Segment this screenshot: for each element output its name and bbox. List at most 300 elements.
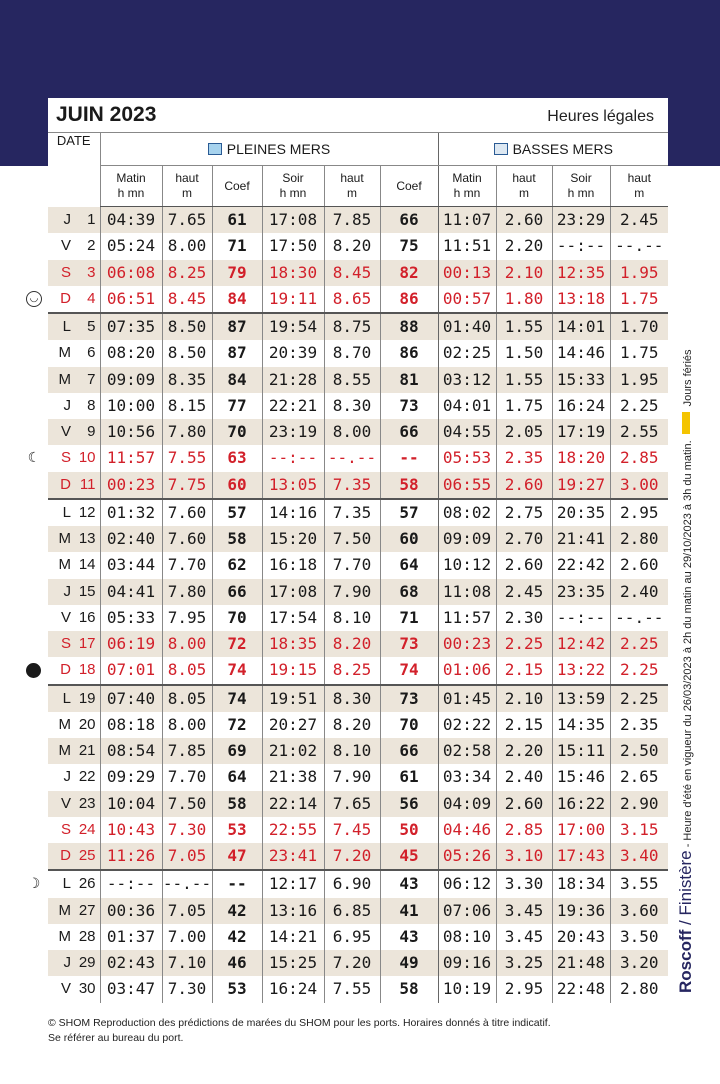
day-number: 18 (78, 661, 96, 679)
pm-evening-time: 12:17 (262, 870, 324, 897)
day-number: 29 (74, 950, 100, 976)
pm-morning-coef: 66 (212, 579, 262, 605)
table-row (48, 445, 668, 471)
pm-evening-coef: 75 (380, 233, 438, 259)
weekday: S (60, 820, 71, 838)
day-number: 17 (74, 631, 100, 657)
pm-evening-coef: 73 (380, 685, 438, 712)
legal-time-label: Heures légales (547, 108, 654, 125)
weekday: V (48, 791, 74, 817)
bm-evening-height: 3.55 (610, 870, 668, 897)
pm-morning-height: 7.70 (162, 552, 212, 578)
pm-morning-time: 06:19 (100, 631, 162, 657)
pm-evening-height: 6.85 (324, 898, 380, 924)
bm-evening-time: 15:11 (552, 738, 610, 764)
bm-morning-height: 3.45 (496, 924, 552, 950)
bm-morning-height: 3.45 (496, 898, 552, 924)
bm-evening-time: 18:20 (552, 445, 610, 471)
pm-morning-time: 11:26 (100, 843, 162, 870)
footer-note (48, 1016, 688, 1046)
pm-evening-coef: 50 (380, 817, 438, 843)
pm-evening-time: 14:21 (262, 924, 324, 950)
bm-morning-height: 2.85 (496, 817, 552, 843)
bm-evening-height: 2.95 (610, 499, 668, 526)
bm-evening-height: 2.25 (610, 631, 668, 657)
summer-time-note: - Heure d'été en vigueur du 26/03/2023 à 2h du matin au 29/10/2023 à 3h du matin. (682, 440, 694, 851)
bm-morning-height: 2.60 (496, 791, 552, 817)
bm-morning-height: 2.20 (496, 738, 552, 764)
pm-evening-time: 13:05 (262, 472, 324, 499)
bm-morning-height: 2.60 (496, 207, 552, 234)
pm-evening-time: 23:19 (262, 419, 324, 445)
weekday: S (48, 631, 74, 657)
pm-evening-height: 8.70 (324, 340, 380, 366)
day-number: 25 (74, 843, 100, 870)
pm-morning-time: 06:08 (100, 260, 162, 286)
pm-morning-height: 8.00 (162, 631, 212, 657)
table-row (48, 976, 668, 1002)
pm-morning-height: 7.50 (162, 791, 212, 817)
pm-evening-height: 8.30 (324, 685, 380, 712)
col-pm-soir: Soir h mn (262, 166, 324, 207)
bm-morning-height: 2.35 (496, 445, 552, 471)
bm-morning-time: 09:09 (438, 526, 496, 552)
bm-morning-time: 06:55 (438, 472, 496, 499)
weekday: J (48, 579, 74, 605)
table-row (48, 631, 668, 657)
bm-evening-time: 12:42 (552, 631, 610, 657)
day-number: 14 (78, 556, 96, 574)
table-row (48, 605, 668, 631)
day-number: 12 (74, 499, 100, 526)
table-row (48, 233, 668, 259)
day-number: 11 (74, 472, 100, 499)
bm-morning-height: 2.25 (496, 631, 552, 657)
bm-morning-time: 05:26 (438, 843, 496, 870)
bm-evening-time: 12:35 (552, 260, 610, 286)
department-name: Finistère (676, 850, 695, 916)
pm-morning-height: 8.05 (162, 685, 212, 712)
pm-morning-coef: 53 (212, 817, 262, 843)
pm-morning-time: 08:18 (100, 712, 162, 738)
pm-evening-coef: 43 (380, 870, 438, 897)
table-row (48, 657, 668, 684)
pm-morning-time: 06:51 (100, 286, 162, 313)
pm-evening-time: 19:51 (262, 685, 324, 712)
pm-morning-height: 7.70 (162, 764, 212, 790)
pm-morning-coef: 58 (212, 791, 262, 817)
table-row (48, 738, 668, 764)
table-row (48, 870, 668, 897)
bm-morning-height: 2.60 (496, 472, 552, 499)
pm-morning-height: 8.50 (162, 313, 212, 340)
pm-evening-time: 17:54 (262, 605, 324, 631)
pm-morning-coef: 42 (212, 898, 262, 924)
pm-evening-time: 19:15 (262, 657, 324, 684)
pm-morning-coef: 53 (212, 976, 262, 1002)
weekday: L (48, 313, 74, 340)
bm-evening-height: 2.25 (610, 393, 668, 419)
bm-evening-height: 2.80 (610, 526, 668, 552)
weekday: S (60, 449, 71, 467)
footer-line-1: © SHOM Reproduction des prédictions de marées du SHOM pour les ports. Horaires donnés à titre indicatif. (48, 1017, 551, 1029)
bm-evening-height: 2.60 (610, 552, 668, 578)
pm-morning-coef: 61 (212, 207, 262, 234)
pm-evening-height: 7.70 (324, 552, 380, 578)
bm-morning-time: 00:13 (438, 260, 496, 286)
bm-evening-time: --:-- (552, 605, 610, 631)
weekday: D (60, 289, 71, 307)
table-row (48, 579, 668, 605)
pm-evening-time: 21:38 (262, 764, 324, 790)
col-pm-matin: Matin h mn (100, 166, 162, 207)
bm-morning-height: 2.95 (496, 976, 552, 1002)
date-header: DATE (56, 133, 91, 148)
bm-morning-time: 03:34 (438, 764, 496, 790)
bm-morning-time: 03:12 (438, 367, 496, 393)
day-number: 19 (74, 685, 100, 712)
bm-morning-height: 2.15 (496, 712, 552, 738)
pm-morning-height: 8.50 (162, 340, 212, 366)
pm-morning-height: 7.30 (162, 976, 212, 1002)
pm-evening-coef: 86 (380, 286, 438, 313)
bm-evening-time: 14:35 (552, 712, 610, 738)
pm-morning-coef: 84 (212, 286, 262, 313)
pm-morning-height: --.-- (162, 870, 212, 897)
bm-evening-time: 19:36 (552, 898, 610, 924)
bm-morning-height: 2.05 (496, 419, 552, 445)
table-row (48, 367, 668, 393)
table-row (48, 472, 668, 499)
pm-evening-coef: 60 (380, 526, 438, 552)
weekday: D (48, 843, 74, 870)
table-row (48, 313, 668, 340)
pm-morning-height: 7.60 (162, 499, 212, 526)
bm-evening-time: 23:29 (552, 207, 610, 234)
table-row (48, 950, 668, 976)
bm-evening-time: 16:24 (552, 393, 610, 419)
table-row (48, 791, 668, 817)
weekday: V (60, 237, 71, 255)
pm-evening-time: 22:14 (262, 791, 324, 817)
pm-evening-height: 7.55 (324, 976, 380, 1002)
weekday: J (63, 768, 71, 786)
bm-evening-time: 17:19 (552, 419, 610, 445)
weekday: D (48, 472, 74, 499)
table-row (48, 260, 668, 286)
table-row (48, 924, 668, 950)
table-row (48, 552, 668, 578)
bm-evening-height: --.-- (610, 233, 668, 259)
pm-evening-height: 8.75 (324, 313, 380, 340)
bm-morning-height: 1.50 (496, 340, 552, 366)
bm-morning-time: 00:23 (438, 631, 496, 657)
pm-evening-height: 6.95 (324, 924, 380, 950)
pm-morning-height: 7.05 (162, 898, 212, 924)
pm-evening-time: 20:39 (262, 340, 324, 366)
bm-morning-height: 3.10 (496, 843, 552, 870)
pm-morning-time: 07:01 (100, 657, 162, 684)
bm-evening-time: 17:43 (552, 843, 610, 870)
pm-evening-time: 15:20 (262, 526, 324, 552)
bm-morning-height: 2.30 (496, 605, 552, 631)
bm-morning-time: 11:08 (438, 579, 496, 605)
pm-morning-time: --:-- (100, 870, 162, 897)
bm-morning-time: 05:53 (438, 445, 496, 471)
pm-evening-coef: -- (380, 445, 438, 471)
weekday: M (58, 556, 71, 574)
pm-evening-coef: 82 (380, 260, 438, 286)
pm-morning-coef: 57 (212, 499, 262, 526)
pm-evening-height: 8.30 (324, 393, 380, 419)
day-number: 20 (78, 715, 96, 733)
pm-evening-height: 7.35 (324, 472, 380, 499)
bm-evening-height: 2.50 (610, 738, 668, 764)
pm-morning-time: 02:40 (100, 526, 162, 552)
pm-evening-coef: 73 (380, 393, 438, 419)
bm-evening-height: 3.00 (610, 472, 668, 499)
bm-evening-time: 14:01 (552, 313, 610, 340)
bm-morning-time: 10:19 (438, 976, 496, 1002)
weekday: M (58, 344, 71, 362)
bm-morning-time: 00:57 (438, 286, 496, 313)
day-number: 7 (74, 367, 100, 393)
col-bm-soir-haut: haut m (610, 166, 668, 207)
weekday: L (48, 870, 74, 897)
bm-morning-time: 02:22 (438, 712, 496, 738)
day-number: 10 (78, 449, 96, 467)
day-number: 28 (78, 927, 96, 945)
pm-evening-height: 7.90 (324, 764, 380, 790)
bm-evening-height: 2.25 (610, 657, 668, 684)
pm-evening-time: 21:28 (262, 367, 324, 393)
weekday: V (60, 980, 71, 998)
pm-morning-height: 8.35 (162, 367, 212, 393)
pm-morning-coef: 58 (212, 526, 262, 552)
weekday: D (60, 661, 71, 679)
weekday: V (60, 608, 71, 626)
table-row (48, 340, 668, 366)
full-moon-icon: ◡ (26, 291, 42, 307)
pm-evening-coef: 64 (380, 552, 438, 578)
pm-morning-height: 7.00 (162, 924, 212, 950)
pm-evening-coef: 74 (380, 657, 438, 684)
pm-evening-height: --.-- (324, 445, 380, 471)
pm-evening-time: 21:02 (262, 738, 324, 764)
pm-evening-height: 8.20 (324, 631, 380, 657)
pm-evening-time: 23:41 (262, 843, 324, 870)
holiday-marker-icon (682, 412, 690, 434)
table-row (48, 419, 668, 445)
pm-evening-coef: 86 (380, 340, 438, 366)
pm-evening-height: 8.20 (324, 712, 380, 738)
day-number: 2 (87, 237, 96, 255)
pm-evening-coef: 66 (380, 207, 438, 234)
pm-morning-height: 7.95 (162, 605, 212, 631)
table-row (48, 712, 668, 738)
bm-evening-height: 3.50 (610, 924, 668, 950)
pm-morning-coef: 71 (212, 233, 262, 259)
pm-morning-time: 01:32 (100, 499, 162, 526)
bm-evening-height: 3.20 (610, 950, 668, 976)
pm-evening-coef: 58 (380, 472, 438, 499)
pm-evening-height: 7.90 (324, 579, 380, 605)
pm-evening-time: 22:21 (262, 393, 324, 419)
pm-evening-height: 8.10 (324, 605, 380, 631)
bm-evening-height: 3.40 (610, 843, 668, 870)
weekday: V (48, 419, 74, 445)
pm-morning-coef: 64 (212, 764, 262, 790)
pm-morning-time: 04:41 (100, 579, 162, 605)
bm-evening-height: 1.95 (610, 260, 668, 286)
bm-morning-time: 06:12 (438, 870, 496, 897)
bm-evening-time: --:-- (552, 233, 610, 259)
bm-morning-time: 11:51 (438, 233, 496, 259)
pm-morning-coef: 46 (212, 950, 262, 976)
bm-morning-time: 11:07 (438, 207, 496, 234)
bm-morning-time: 08:02 (438, 499, 496, 526)
bm-evening-height: 2.35 (610, 712, 668, 738)
pm-evening-coef: 71 (380, 605, 438, 631)
col-pm-matin-haut: haut m (162, 166, 212, 207)
weekday: J (63, 396, 71, 414)
bm-morning-time: 01:06 (438, 657, 496, 684)
pm-evening-height: 8.55 (324, 367, 380, 393)
bm-morning-time: 11:57 (438, 605, 496, 631)
pm-evening-coef: 66 (380, 738, 438, 764)
bm-morning-height: 2.20 (496, 233, 552, 259)
day-number: 22 (78, 768, 96, 786)
pm-morning-coef: 60 (212, 472, 262, 499)
pm-evening-time: 15:25 (262, 950, 324, 976)
bm-evening-height: --.-- (610, 605, 668, 631)
pm-morning-height: 8.00 (162, 712, 212, 738)
pm-morning-height: 8.00 (162, 233, 212, 259)
pm-evening-height: 8.45 (324, 260, 380, 286)
day-number: 21 (74, 738, 100, 764)
day-number: 4 (87, 289, 96, 307)
bm-evening-time: 16:22 (552, 791, 610, 817)
pm-evening-time: 13:16 (262, 898, 324, 924)
bm-morning-time: 10:12 (438, 552, 496, 578)
bm-morning-height: 2.70 (496, 526, 552, 552)
bm-evening-time: 19:27 (552, 472, 610, 499)
bm-evening-time: 23:35 (552, 579, 610, 605)
weekday: M (58, 715, 71, 733)
pm-evening-height: 8.20 (324, 233, 380, 259)
pm-morning-coef: 74 (212, 685, 262, 712)
pm-evening-time: 20:27 (262, 712, 324, 738)
pm-evening-height: 7.20 (324, 843, 380, 870)
bm-morning-time: 04:01 (438, 393, 496, 419)
bm-evening-height: 3.15 (610, 817, 668, 843)
bm-morning-height: 2.15 (496, 657, 552, 684)
pm-evening-coef: 61 (380, 764, 438, 790)
day-number: 13 (74, 526, 100, 552)
pm-evening-time: 18:30 (262, 260, 324, 286)
bm-evening-time: 13:22 (552, 657, 610, 684)
bm-evening-time: 15:46 (552, 764, 610, 790)
pm-morning-time: 04:39 (100, 207, 162, 234)
bm-evening-height: 2.40 (610, 579, 668, 605)
pm-morning-coef: 87 (212, 313, 262, 340)
pm-evening-height: 8.65 (324, 286, 380, 313)
pm-morning-time: 01:37 (100, 924, 162, 950)
bm-morning-height: 2.40 (496, 764, 552, 790)
pm-evening-coef: 45 (380, 843, 438, 870)
weekday: M (48, 526, 74, 552)
bm-evening-time: 22:42 (552, 552, 610, 578)
bm-evening-time: 21:48 (552, 950, 610, 976)
pm-evening-coef: 57 (380, 499, 438, 526)
pm-morning-time: 11:57 (100, 445, 162, 471)
pm-evening-coef: 66 (380, 419, 438, 445)
bm-evening-time: 22:48 (552, 976, 610, 1002)
pleines-mers-header (100, 133, 438, 166)
table-row (48, 499, 668, 526)
pm-evening-time: 17:50 (262, 233, 324, 259)
pm-morning-time: 10:00 (100, 393, 162, 419)
pm-morning-time: 02:43 (100, 950, 162, 976)
weekday: L (48, 499, 74, 526)
holidays-label: Jours fériés (682, 349, 694, 407)
pm-evening-coef: 68 (380, 579, 438, 605)
bm-evening-time: 20:35 (552, 499, 610, 526)
pm-morning-time: 09:29 (100, 764, 162, 790)
pm-evening-coef: 88 (380, 313, 438, 340)
pm-evening-height: 7.35 (324, 499, 380, 526)
bm-morning-height: 2.10 (496, 685, 552, 712)
pm-morning-height: 7.10 (162, 950, 212, 976)
bm-evening-height: 1.70 (610, 313, 668, 340)
day-number: 23 (74, 791, 100, 817)
pm-evening-height: 8.10 (324, 738, 380, 764)
pm-morning-time: 00:36 (100, 898, 162, 924)
bm-evening-time: 15:33 (552, 367, 610, 393)
bm-morning-time: 04:55 (438, 419, 496, 445)
tide-rows (48, 207, 668, 1003)
bm-evening-height: 2.90 (610, 791, 668, 817)
bm-evening-time: 14:46 (552, 340, 610, 366)
table-row (48, 764, 668, 790)
bm-morning-height: 1.80 (496, 286, 552, 313)
pm-morning-coef: 70 (212, 419, 262, 445)
bm-morning-time: 07:06 (438, 898, 496, 924)
table-row (48, 286, 668, 313)
col-pm-soir-haut: haut m (324, 166, 380, 207)
pm-morning-time: 05:33 (100, 605, 162, 631)
port-name: Roscoff (676, 929, 695, 993)
bm-morning-time: 04:09 (438, 791, 496, 817)
bm-morning-time: 02:58 (438, 738, 496, 764)
pm-evening-time: 16:18 (262, 552, 324, 578)
pm-morning-height: 7.30 (162, 817, 212, 843)
pm-evening-time: 14:16 (262, 499, 324, 526)
bm-morning-height: 1.55 (496, 367, 552, 393)
bm-morning-height: 3.25 (496, 950, 552, 976)
bm-morning-height: 2.10 (496, 260, 552, 286)
bm-evening-height: 1.75 (610, 286, 668, 313)
bm-morning-height: 1.75 (496, 393, 552, 419)
pm-morning-time: 03:44 (100, 552, 162, 578)
col-bm-matin: Matin h mn (438, 166, 496, 207)
bm-evening-time: 21:41 (552, 526, 610, 552)
weekday: M (48, 898, 74, 924)
low-tide-icon (494, 143, 508, 155)
bm-evening-height: 2.85 (610, 445, 668, 471)
bm-morning-time: 02:25 (438, 340, 496, 366)
pm-morning-coef: 70 (212, 605, 262, 631)
